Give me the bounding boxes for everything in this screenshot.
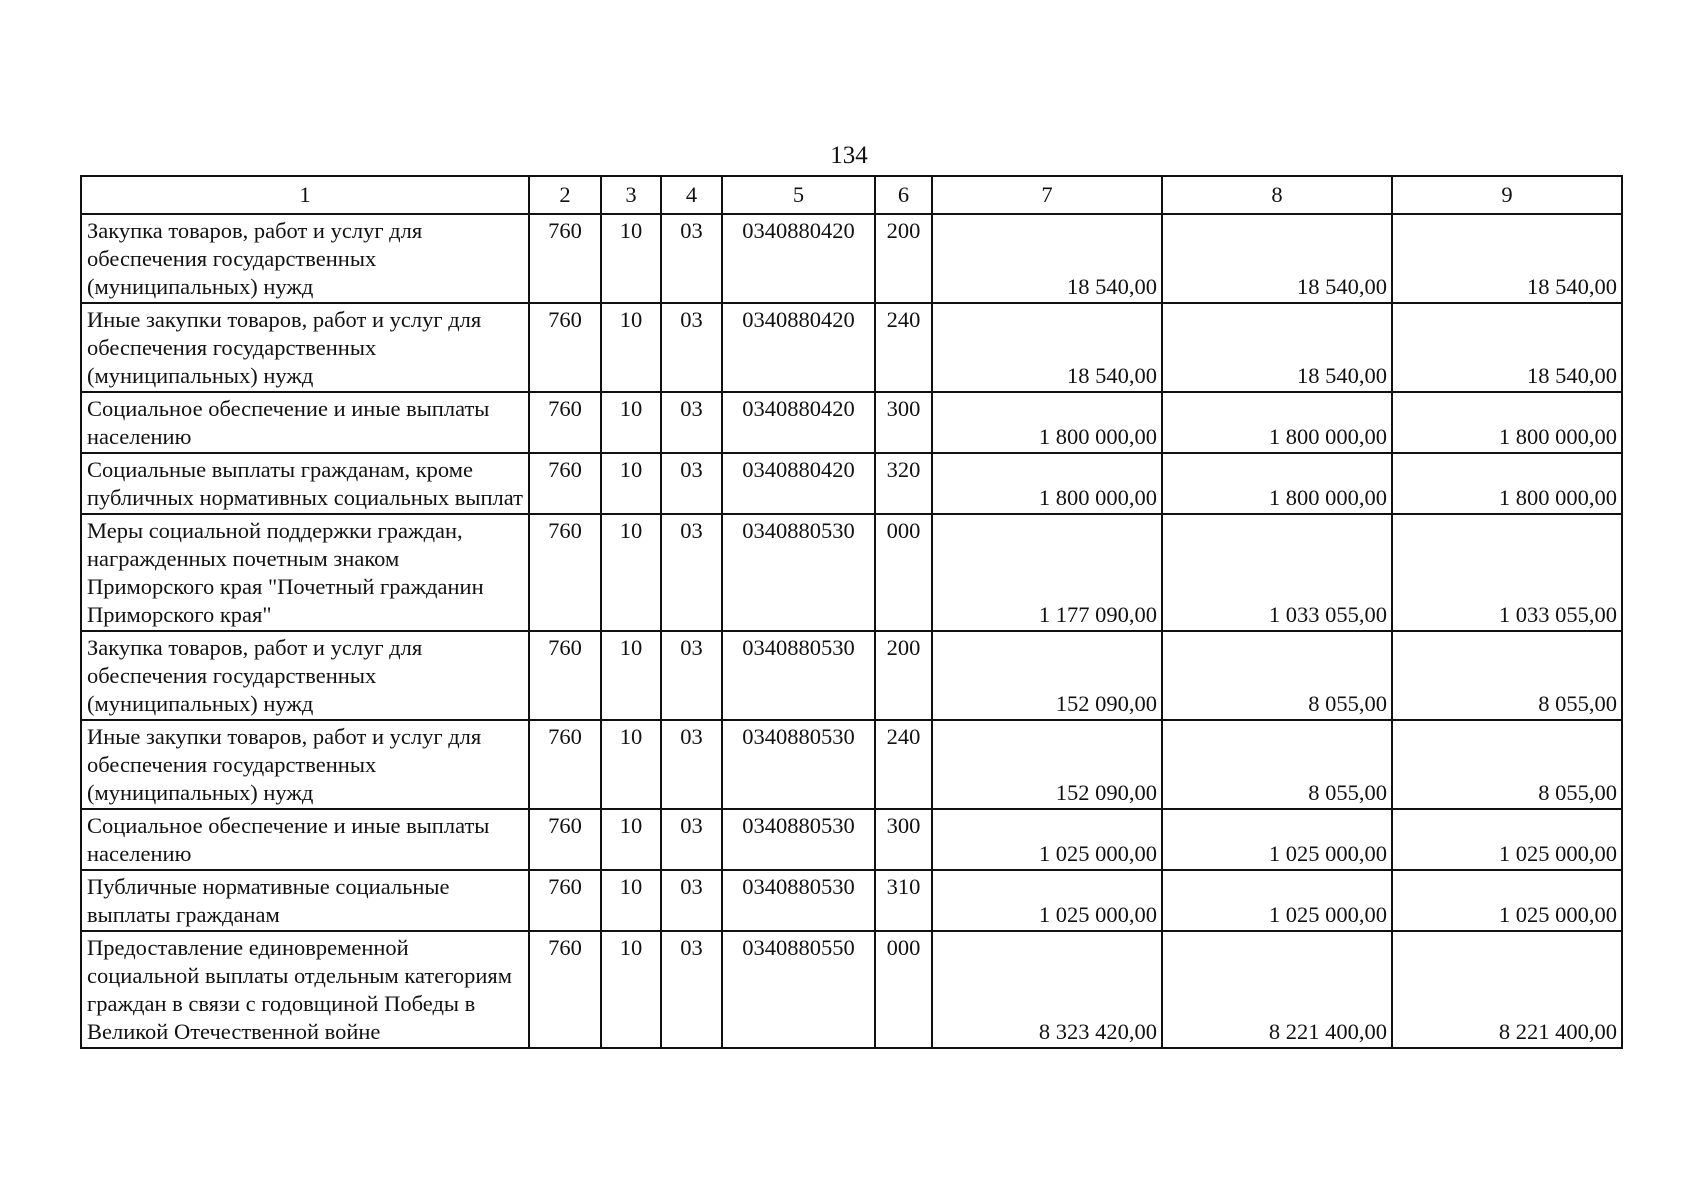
subsection-code-cell: 03 <box>661 392 722 453</box>
row-name-cell: Социальные выплаты гражданам, кроме публичных нормативных социальных выплат <box>81 453 529 514</box>
expense-type-cell: 240 <box>875 303 932 392</box>
amount-col9-cell: 1 025 000,00 <box>1392 809 1622 870</box>
table-row <box>81 809 1622 870</box>
amount-col9-cell: 1 033 055,00 <box>1392 514 1622 631</box>
row-name-cell: Иные закупки товаров, работ и услуг для обеспечения государственных (муниципальных) нужд <box>81 720 529 809</box>
subsection-code-cell: 03 <box>661 720 722 809</box>
amount-col8-cell: 1 800 000,00 <box>1162 453 1392 514</box>
amount-col8-cell: 18 540,00 <box>1162 303 1392 392</box>
expense-type-cell: 000 <box>875 514 932 631</box>
table-row <box>81 514 1622 631</box>
ministry-code-cell: 760 <box>529 931 601 1048</box>
row-name-cell: Предоставление единовременной социальной выплаты отдельным категориям граждан в связи с годовщиной Победы в Великой Отечественной войне <box>81 931 529 1048</box>
amount-col7-cell: 1 800 000,00 <box>932 453 1162 514</box>
section-code-cell: 10 <box>601 303 661 392</box>
amount-col7-cell: 8 323 420,00 <box>932 931 1162 1048</box>
section-code-cell: 10 <box>601 392 661 453</box>
row-name-cell: Публичные нормативные социальные выплаты гражданам <box>81 870 529 931</box>
column-header: 6 <box>875 176 932 214</box>
column-header: 1 <box>81 176 529 214</box>
ministry-code-cell: 760 <box>529 514 601 631</box>
expense-type-cell: 200 <box>875 214 932 303</box>
ministry-code-cell: 760 <box>529 809 601 870</box>
subsection-code-cell: 03 <box>661 514 722 631</box>
table-row <box>81 631 1622 720</box>
column-header: 5 <box>722 176 875 214</box>
target-article-cell: 0340880530 <box>722 631 875 720</box>
ministry-code-cell: 760 <box>529 870 601 931</box>
amount-col8-cell: 8 055,00 <box>1162 720 1392 809</box>
subsection-code-cell: 03 <box>661 631 722 720</box>
target-article-cell: 0340880420 <box>722 303 875 392</box>
subsection-code-cell: 03 <box>661 809 722 870</box>
page-number: 134 <box>830 142 868 169</box>
row-name-cell: Меры социальной поддержки граждан, награжденных почетным знаком Приморского края "Почетный гражданин Приморского края" <box>81 514 529 631</box>
subsection-code-cell: 03 <box>661 303 722 392</box>
section-code-cell: 10 <box>601 453 661 514</box>
target-article-cell: 0340880420 <box>722 214 875 303</box>
section-code-cell: 10 <box>601 214 661 303</box>
table-header-row <box>81 176 1622 214</box>
column-header: 7 <box>932 176 1162 214</box>
column-header: 4 <box>661 176 722 214</box>
row-name-cell: Закупка товаров, работ и услуг для обеспечения государственных (муниципальных) нужд <box>81 214 529 303</box>
amount-col9-cell: 8 055,00 <box>1392 631 1622 720</box>
row-name-cell: Иные закупки товаров, работ и услуг для обеспечения государственных (муниципальных) нужд <box>81 303 529 392</box>
column-header: 3 <box>601 176 661 214</box>
expense-type-cell: 320 <box>875 453 932 514</box>
subsection-code-cell: 03 <box>661 453 722 514</box>
section-code-cell: 10 <box>601 931 661 1048</box>
target-article-cell: 0340880530 <box>722 870 875 931</box>
amount-col9-cell: 1 800 000,00 <box>1392 453 1622 514</box>
target-article-cell: 0340880530 <box>722 720 875 809</box>
ministry-code-cell: 760 <box>529 303 601 392</box>
column-header: 9 <box>1392 176 1622 214</box>
table-row <box>81 392 1622 453</box>
amount-col7-cell: 1 177 090,00 <box>932 514 1162 631</box>
row-name-cell: Закупка товаров, работ и услуг для обеспечения государственных (муниципальных) нужд <box>81 631 529 720</box>
amount-col9-cell: 1 025 000,00 <box>1392 870 1622 931</box>
amount-col7-cell: 152 090,00 <box>932 720 1162 809</box>
amount-col8-cell: 18 540,00 <box>1162 214 1392 303</box>
ministry-code-cell: 760 <box>529 453 601 514</box>
table-row <box>81 720 1622 809</box>
amount-col7-cell: 1 800 000,00 <box>932 392 1162 453</box>
target-article-cell: 0340880530 <box>722 809 875 870</box>
ministry-code-cell: 760 <box>529 214 601 303</box>
amount-col8-cell: 1 025 000,00 <box>1162 870 1392 931</box>
budget-table <box>80 175 1623 1049</box>
section-code-cell: 10 <box>601 631 661 720</box>
amount-col7-cell: 18 540,00 <box>932 214 1162 303</box>
subsection-code-cell: 03 <box>661 214 722 303</box>
section-code-cell: 10 <box>601 720 661 809</box>
section-code-cell: 10 <box>601 870 661 931</box>
amount-col8-cell: 8 221 400,00 <box>1162 931 1392 1048</box>
section-code-cell: 10 <box>601 514 661 631</box>
expense-type-cell: 300 <box>875 392 932 453</box>
expense-type-cell: 240 <box>875 720 932 809</box>
amount-col9-cell: 18 540,00 <box>1392 303 1622 392</box>
table-row <box>81 214 1622 303</box>
target-article-cell: 0340880420 <box>722 392 875 453</box>
section-code-cell: 10 <box>601 809 661 870</box>
amount-col8-cell: 1 800 000,00 <box>1162 392 1392 453</box>
expense-type-cell: 000 <box>875 931 932 1048</box>
amount-col7-cell: 1 025 000,00 <box>932 870 1162 931</box>
target-article-cell: 0340880530 <box>722 514 875 631</box>
expense-type-cell: 200 <box>875 631 932 720</box>
ministry-code-cell: 760 <box>529 631 601 720</box>
amount-col7-cell: 18 540,00 <box>932 303 1162 392</box>
amount-col7-cell: 152 090,00 <box>932 631 1162 720</box>
subsection-code-cell: 03 <box>661 931 722 1048</box>
ministry-code-cell: 760 <box>529 720 601 809</box>
amount-col9-cell: 1 800 000,00 <box>1392 392 1622 453</box>
column-header: 2 <box>529 176 601 214</box>
column-header: 8 <box>1162 176 1392 214</box>
subsection-code-cell: 03 <box>661 870 722 931</box>
amount-col7-cell: 1 025 000,00 <box>932 809 1162 870</box>
amount-col9-cell: 8 221 400,00 <box>1392 931 1622 1048</box>
row-name-cell: Социальное обеспечение и иные выплаты населению <box>81 809 529 870</box>
table-row <box>81 303 1622 392</box>
expense-type-cell: 300 <box>875 809 932 870</box>
expense-type-cell: 310 <box>875 870 932 931</box>
table-row <box>81 931 1622 1048</box>
row-name-cell: Социальное обеспечение и иные выплаты населению <box>81 392 529 453</box>
amount-col9-cell: 8 055,00 <box>1392 720 1622 809</box>
ministry-code-cell: 760 <box>529 392 601 453</box>
amount-col8-cell: 1 033 055,00 <box>1162 514 1392 631</box>
table-row <box>81 453 1622 514</box>
amount-col9-cell: 18 540,00 <box>1392 214 1622 303</box>
amount-col8-cell: 8 055,00 <box>1162 631 1392 720</box>
table-row <box>81 870 1622 931</box>
target-article-cell: 0340880550 <box>722 931 875 1048</box>
amount-col8-cell: 1 025 000,00 <box>1162 809 1392 870</box>
target-article-cell: 0340880420 <box>722 453 875 514</box>
